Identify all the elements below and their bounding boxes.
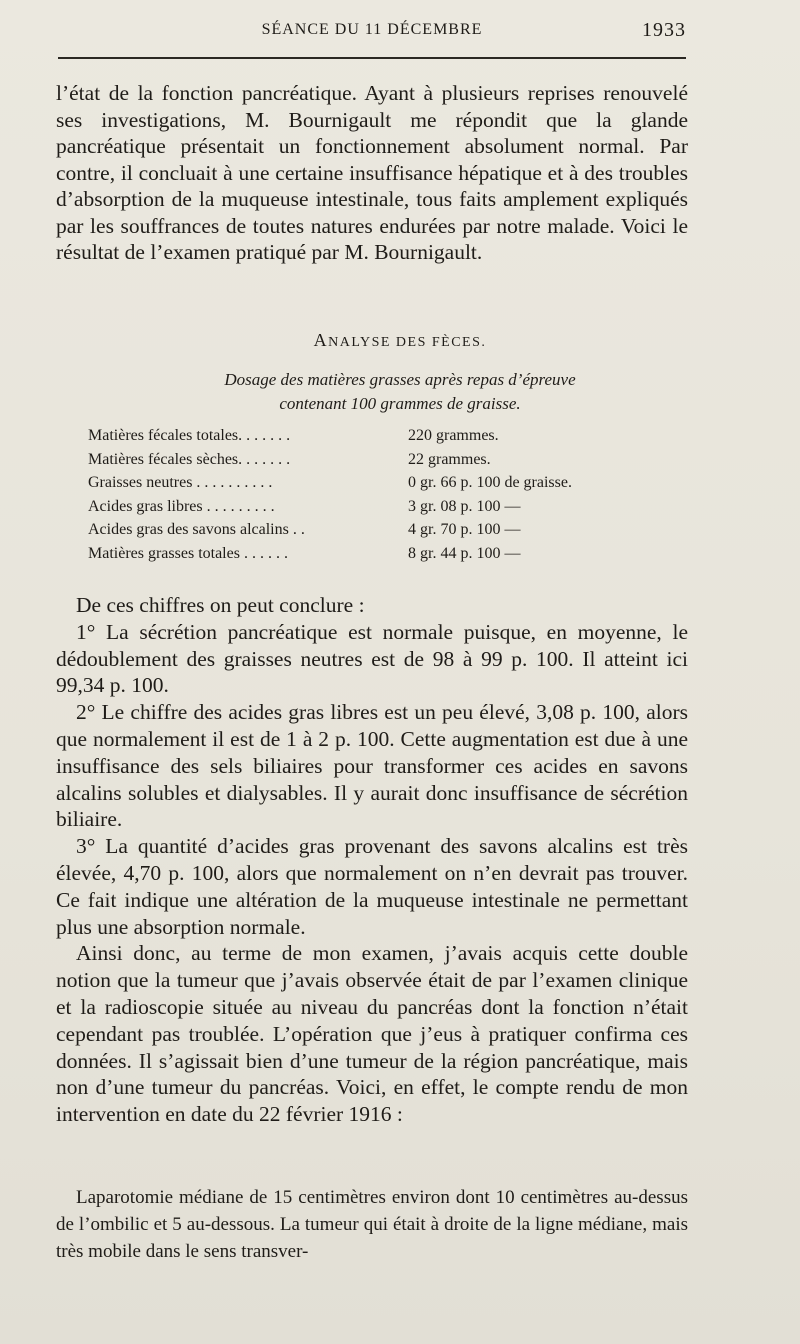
header-title: SÉANCE DU 11 DÉCEMBRE [261, 21, 483, 38]
table-row-value: 8 gr. 44 p. 100 — [408, 544, 521, 562]
point-1: 1° La sécrétion pancréatique est normale puisque, en moyenne, le dédoublement des graisses neutres est de 98 à 99 p. 100. Il atteint ici 99,34 p. 100. [56, 619, 688, 698]
table-row-value: 3 gr. 08 p. 100 — [408, 497, 521, 515]
paragraph-top-text: l’état de la fonction pancréatique. Ayant à plusieurs reprises renouvelé ses investigations, M. Bournigault me répondit que la glande pancréatique présentait un fonctionnement absolument normal. Par contre, il concluait à une certaine insuffisance hépatique et à des troubles d’absorption de la muqueuse intestinale, tous faits amplement expliqués par les souffrances de toutes natures endurées par notre malade. Voici le résultat de l’examen pratiqué par M. Bournigault. [56, 81, 688, 264]
summary-paragraph: Ainsi donc, au terme de mon examen, j’avais acquis cette double notion que la tumeur que j’avais observée était de par l’examen clinique et la radioscopie située au niveau du pancréas dont la fonction n’était cependant pas troublée. L’opération que j’eus à pratiquer confirma ces données. Il s’agissait bien d’une tumeur de la région pancréatique, mais non d’une tumeur du pancréas. Voici, en effet, le compte rendu de mon intervention en date du 22 février 1916 : [56, 941, 688, 1127]
table-row-value: 0 gr. 66 p. 100 de graisse. [408, 474, 572, 491]
main-text [56, 592, 688, 1128]
table-row [88, 448, 648, 472]
table-row-label: Graisses neutres . . . . . . . . . . [88, 474, 273, 491]
section-title-initial: A [313, 330, 329, 350]
header-rule [58, 57, 686, 59]
operation-report-text: Laparotomie médiane de 15 centimètres environ dont 10 centimètres au-dessus de l’ombilic et 5 au-dessous. La tumeur qui était à droite de la ligne médiane, mais très mobile dans le sens transver- [56, 1187, 688, 1262]
table-row-label: Acides gras libres . . . . . . . . . [88, 497, 275, 515]
analysis-table [88, 424, 648, 565]
running-header [58, 18, 686, 46]
page-number: 1933 [642, 19, 686, 41]
section-subtitle [0, 368, 800, 416]
table-row-label: Acides gras des savons alcalins . . [88, 521, 305, 538]
table-row-value: 22 grammes. [408, 450, 491, 468]
section-title [0, 330, 800, 351]
table-row-label: Matières fécales totales. . . . . . . [88, 427, 291, 444]
table-row [88, 542, 648, 566]
subtitle-line-1: Dosage des matières grasses après repas d’épreuve [224, 370, 576, 389]
table-row-value: 220 grammes. [408, 427, 499, 444]
table-row [88, 495, 648, 519]
conclusion-intro: De ces chiffres on peut conclure : [76, 593, 365, 617]
table-row [88, 518, 648, 542]
table-row-label: Matières fécales sèches. . . . . . . [88, 450, 291, 468]
subtitle-line-2: contenant 100 grammes de graisse. [279, 394, 521, 413]
point-3: 3° La quantité d’acides gras provenant des savons alcalins est très élevée, 4,70 p. 100, alors que normalement on n’en devrait pas trouver. Ce fait indique une altération de la muqueuse intestinale ne permettant plus une absorption normale. [56, 834, 688, 939]
table-row [88, 471, 648, 495]
section-title-rest: NALYSE DES FÈCES. [328, 335, 487, 350]
point-2: 2° Le chiffre des acides gras libres est un peu élevé, 3,08 p. 100, alors que normalement il est de 1 à 2 p. 100. Cette augmentation est due à une insuffisance des sels biliaires pour transformer ces acides en savons alcalins solubles et dialysables. Il y aurait donc insuffisance de sécrétion biliaire. [56, 700, 688, 832]
paragraph-top [56, 80, 688, 266]
table-row-value: 4 gr. 70 p. 100 — [408, 521, 521, 538]
table-row [88, 424, 648, 448]
table-row-label: Matières grasses totales . . . . . . [88, 544, 288, 562]
operation-report [56, 1184, 688, 1265]
